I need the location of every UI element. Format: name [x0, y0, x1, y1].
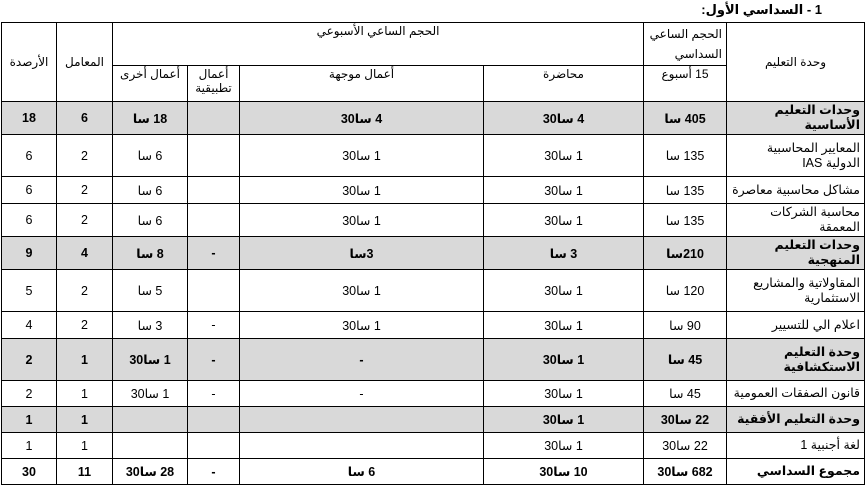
- cell-practical: [188, 407, 240, 433]
- header-credits: الأرصدة: [2, 23, 57, 102]
- cell-tutorials: 1 سا30: [240, 270, 484, 312]
- cell-practical: -: [188, 237, 240, 270]
- cell-other-work: 6 سا: [113, 204, 188, 237]
- cell-semester-volume: 120 سا: [644, 270, 727, 312]
- cell-lecture: 10 سا30: [484, 459, 644, 485]
- cell-semester-volume: 682 سا30: [644, 459, 727, 485]
- table-row: [2, 177, 865, 204]
- header-weekly-volume: الحجم الساعي الأسبوعي: [113, 23, 644, 66]
- cell-practical: [188, 270, 240, 312]
- cell-other-work: 28 سا30: [113, 459, 188, 485]
- cell-tutorials: [240, 433, 484, 459]
- table-row: [2, 237, 865, 270]
- cell-lecture: 1 سا30: [484, 312, 644, 339]
- cell-lecture: 1 سا30: [484, 270, 644, 312]
- cell-semester-volume: 210سا: [644, 237, 727, 270]
- cell-semester-volume: 405 سا: [644, 102, 727, 135]
- cell-practical: -: [188, 381, 240, 407]
- cell-credits: 6: [2, 177, 57, 204]
- cell-coefficient: 4: [57, 237, 113, 270]
- cell-unit: مجموع السداسي: [727, 459, 865, 485]
- cell-credits: 1: [2, 433, 57, 459]
- table-row: [2, 270, 865, 312]
- header-practical: أعمال تطبيقية: [188, 66, 240, 102]
- cell-credits: 2: [2, 381, 57, 407]
- header-lecture: محاضرة: [484, 66, 644, 102]
- cell-semester-volume: 22 سا30: [644, 433, 727, 459]
- cell-lecture: 4 سا30: [484, 102, 644, 135]
- header-weeks: 15 أسبوع: [644, 66, 727, 102]
- cell-lecture: 1 سا30: [484, 433, 644, 459]
- cell-coefficient: 1: [57, 339, 113, 381]
- cell-credits: 4: [2, 312, 57, 339]
- cell-unit: وحدة التعليم الاستكشافية: [727, 339, 865, 381]
- header-unit: وحدة التعليم: [727, 23, 865, 102]
- cell-semester-volume: 22 سا30: [644, 407, 727, 433]
- cell-tutorials: 6 سا: [240, 459, 484, 485]
- cell-other-work: 3 سا: [113, 312, 188, 339]
- cell-lecture: 1 سا30: [484, 204, 644, 237]
- cell-semester-volume: 135 سا: [644, 177, 727, 204]
- header-tutorials: أعمال موجهة: [240, 66, 484, 102]
- cell-other-work: [113, 433, 188, 459]
- header-other-work: أعمال أخرى: [113, 66, 188, 102]
- cell-practical: -: [188, 459, 240, 485]
- cell-tutorials: 1 سا30: [240, 204, 484, 237]
- cell-practical: [188, 433, 240, 459]
- cell-practical: [188, 135, 240, 177]
- cell-tutorials: 1 سا30: [240, 177, 484, 204]
- cell-lecture: 1 سا30: [484, 135, 644, 177]
- table-row: [2, 312, 865, 339]
- cell-lecture: 1 سا30: [484, 407, 644, 433]
- table-row: [2, 381, 865, 407]
- cell-coefficient: 1: [57, 381, 113, 407]
- semester-table: [1, 22, 865, 485]
- cell-semester-volume: 135 سا: [644, 204, 727, 237]
- cell-other-work: [113, 407, 188, 433]
- cell-credits: 9: [2, 237, 57, 270]
- cell-coefficient: 1: [57, 433, 113, 459]
- cell-coefficient: 11: [57, 459, 113, 485]
- header-semester-volume: الحجم الساعي السداسي: [644, 23, 727, 66]
- cell-unit: وحدات التعليم الأساسية: [727, 102, 865, 135]
- cell-semester-volume: 90 سا: [644, 312, 727, 339]
- cell-practical: [188, 177, 240, 204]
- cell-coefficient: 2: [57, 135, 113, 177]
- cell-lecture: 1 سا30: [484, 381, 644, 407]
- cell-practical: -: [188, 312, 240, 339]
- table-row: [2, 459, 865, 485]
- cell-unit: محاسبة الشركات المعمقة: [727, 204, 865, 237]
- cell-unit: اعلام الي للتسيير: [727, 312, 865, 339]
- cell-tutorials: 4 سا30: [240, 102, 484, 135]
- cell-credits: 6: [2, 135, 57, 177]
- cell-coefficient: 6: [57, 102, 113, 135]
- cell-coefficient: 1: [57, 407, 113, 433]
- table-row: [2, 102, 865, 135]
- cell-credits: 30: [2, 459, 57, 485]
- cell-practical: [188, 102, 240, 135]
- cell-unit: وحدة التعليم الأفقية: [727, 407, 865, 433]
- cell-tutorials: -: [240, 381, 484, 407]
- table-row: [2, 204, 865, 237]
- cell-credits: 1: [2, 407, 57, 433]
- cell-coefficient: 2: [57, 204, 113, 237]
- cell-credits: 5: [2, 270, 57, 312]
- cell-coefficient: 2: [57, 177, 113, 204]
- cell-semester-volume: 135 سا: [644, 135, 727, 177]
- cell-tutorials: 1 سا30: [240, 135, 484, 177]
- cell-lecture: 3 سا: [484, 237, 644, 270]
- cell-tutorials: [240, 407, 484, 433]
- cell-coefficient: 2: [57, 270, 113, 312]
- cell-lecture: 1 سا30: [484, 339, 644, 381]
- cell-tutorials: -: [240, 339, 484, 381]
- cell-other-work: 6 سا: [113, 177, 188, 204]
- cell-unit: المعايير المحاسبية الدولية IAS: [727, 135, 865, 177]
- table-row: [2, 339, 865, 381]
- cell-unit: المقاولاتية والمشاريع الاستثمارية: [727, 270, 865, 312]
- cell-practical: [188, 204, 240, 237]
- cell-other-work: 6 سا: [113, 135, 188, 177]
- cell-other-work: 5 سا: [113, 270, 188, 312]
- cell-other-work: 18 سا: [113, 102, 188, 135]
- table-row: [2, 433, 865, 459]
- cell-credits: 2: [2, 339, 57, 381]
- cell-practical: -: [188, 339, 240, 381]
- header-coefficient: المعامل: [57, 23, 113, 102]
- cell-semester-volume: 45 سا: [644, 381, 727, 407]
- cell-unit: وحدات التعليم المنهجية: [727, 237, 865, 270]
- cell-unit: لغة أجنبية 1: [727, 433, 865, 459]
- cell-tutorials: 3سا: [240, 237, 484, 270]
- cell-other-work: 8 سا: [113, 237, 188, 270]
- cell-unit: قانون الصفقات العمومية: [727, 381, 865, 407]
- cell-coefficient: 2: [57, 312, 113, 339]
- cell-other-work: 1 سا30: [113, 381, 188, 407]
- cell-credits: 6: [2, 204, 57, 237]
- cell-semester-volume: 45 سا: [644, 339, 727, 381]
- cell-tutorials: 1 سا30: [240, 312, 484, 339]
- table-row: [2, 407, 865, 433]
- cell-unit: مشاكل محاسبية معاصرة: [727, 177, 865, 204]
- cell-other-work: 1 سا30: [113, 339, 188, 381]
- cell-lecture: 1 سا30: [484, 177, 644, 204]
- semester-heading: 1 - السداسي الأول:: [701, 2, 822, 17]
- table-row: [2, 135, 865, 177]
- cell-credits: 18: [2, 102, 57, 135]
